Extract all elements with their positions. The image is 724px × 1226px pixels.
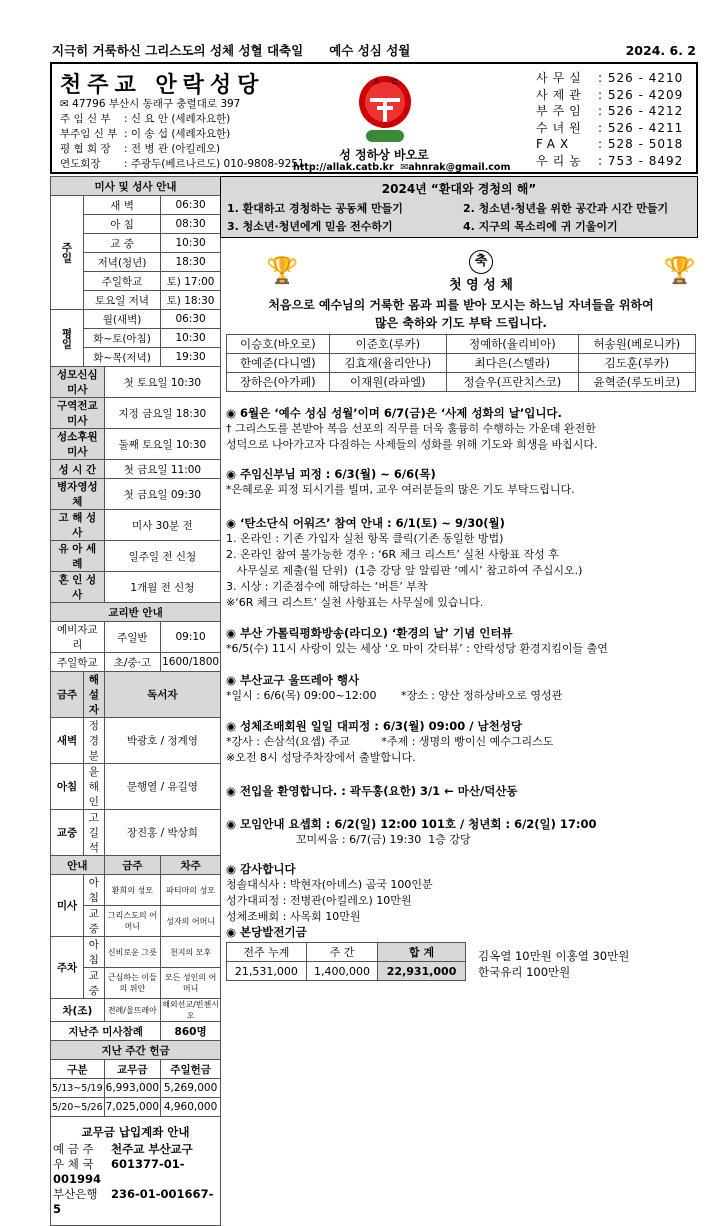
svg-text:Ω: Ω <box>392 78 398 86</box>
table-cell: 주일학교 <box>51 653 105 672</box>
contact-number: : 526 - 4212 <box>598 104 684 118</box>
contact-number: : 526 - 4210 <box>598 71 684 85</box>
table-cell: 신비로운 그릇 <box>104 937 160 968</box>
contact-label: FAX <box>536 137 574 151</box>
communicant-name: 최다은(스텔라) <box>446 354 578 373</box>
contact-label: 우리농 <box>536 153 586 168</box>
communicant-name: 이준호(루카) <box>329 335 446 354</box>
table-row <box>51 810 221 856</box>
table-cell: 혼 인 성 사 <box>51 572 105 603</box>
account-row <box>53 1187 218 1217</box>
table-cell: 둘째 토요일 10:30 <box>104 429 220 460</box>
left-column <box>50 176 220 1226</box>
notice-title: ◉ 성체조배회원 일일 대피정 : 6/3(월) 09:00 / 남천성당 <box>226 719 522 733</box>
donor-line: 한국유리 100만원 <box>478 965 571 979</box>
top-header <box>52 36 696 64</box>
table-cell: 장진홍 / 박상희 <box>104 810 220 856</box>
table-cell: 교 중 <box>84 234 161 253</box>
table-cell: 그리스도의 어머니 <box>104 906 160 937</box>
sunday-label: 주일 <box>51 196 84 310</box>
notice-title: ◉ 감사합니다 <box>226 862 296 876</box>
account-label: 예 금 주 <box>53 1142 94 1156</box>
theme-title: 2024년 “환대와 경청의 해” <box>381 182 537 196</box>
table-cell: 860명 <box>161 1022 221 1041</box>
notice <box>226 466 696 498</box>
table-row <box>51 1079 221 1098</box>
staff-role: 연도회장 <box>60 158 101 170</box>
contact-number: : 753 - 8492 <box>598 153 684 168</box>
table-cell: 미사 <box>51 875 84 937</box>
notice-line: *6/5(수) 11시 사랑이 있는 세상 ‘오 마이 갓터뷰’ : 안락성당 환경지킴이들 출연 <box>226 642 608 655</box>
contact-row <box>536 70 683 87</box>
table-cell: 화~목(저녁) <box>84 348 161 367</box>
table-cell: 금주 <box>51 672 84 718</box>
staff-row <box>60 127 305 142</box>
table-cell: 08:30 <box>161 215 221 234</box>
table-row <box>51 999 221 1022</box>
table-cell: 새 벽 <box>84 196 161 215</box>
table-cell: 첫 금요일 11:00 <box>104 460 220 479</box>
table-cell: 해설자 <box>84 672 105 718</box>
contact-label: 부주임 <box>536 104 586 118</box>
fund-head: 합 계 <box>378 943 466 962</box>
table-cell: 첫 금요일 09:30 <box>104 479 220 510</box>
communicant-name: 이재원(라파엘) <box>329 373 446 392</box>
table-cell: 해외선교/빈첸시오 <box>162 1000 219 1020</box>
communicant-name: 허송원(베로니카) <box>578 335 695 354</box>
table-row <box>51 622 221 653</box>
table-cell: 주일학교 <box>84 272 161 291</box>
table-cell: 교중 <box>84 968 105 999</box>
table-row <box>51 429 221 460</box>
notice <box>226 718 696 766</box>
notice-title: ◉ 전입을 환영합니다. : 곽두홍(요한) 3/1 ← 마산/덕산동 <box>226 784 518 798</box>
table-cell: 아침 <box>51 764 84 810</box>
table-cell: 교무금 <box>104 1060 160 1079</box>
table-cell: 정경분 <box>84 718 105 764</box>
table-row <box>51 764 221 810</box>
table-cell: 환희의 성모 <box>104 875 160 906</box>
table-cell: 미사 30분 전 <box>104 510 220 541</box>
table-cell: 예비자교리 <box>51 622 105 653</box>
contact-row <box>536 87 683 104</box>
table-row <box>227 373 696 392</box>
communicant-names <box>226 334 696 392</box>
table-cell: 안내 <box>51 856 105 875</box>
table-cell: 5/20~5/26 <box>51 1098 105 1117</box>
parish-logo <box>350 70 420 148</box>
staff-name: : 전 병 관 (아킬레오) <box>124 143 221 155</box>
table-cell: 5/13~5/19 <box>51 1079 105 1098</box>
account-value: 601377-01-001994 <box>53 1157 185 1186</box>
table-row <box>51 1041 221 1060</box>
homepage-link[interactable]: http://allak.catb.kr <box>293 162 394 173</box>
table-row <box>51 541 221 572</box>
fund-value: 21,531,000 <box>227 962 307 981</box>
table-row <box>51 718 221 764</box>
contact-list <box>536 70 683 169</box>
fund-head: 주 간 <box>306 943 377 962</box>
congrats-badge: 축 <box>469 250 493 274</box>
notice-line: 청솔대식사 : 박현자(아녜스) 곰국 100인분 <box>226 878 433 891</box>
account-row <box>53 1157 218 1187</box>
notice <box>226 405 696 453</box>
communicant-name: 한예준(다니엘) <box>227 354 330 373</box>
communion-title: 첫 영 성 체 <box>449 277 513 293</box>
table-cell: 7,025,000 <box>104 1098 160 1117</box>
fund-value: 22,931,000 <box>378 962 466 981</box>
table-cell: 아침 <box>84 937 105 968</box>
table-cell: 차(조) <box>51 999 105 1022</box>
table-row <box>51 875 221 906</box>
table-cell: 1600/1800 <box>161 653 221 672</box>
contact-label: 사제관 <box>536 87 586 102</box>
table-row <box>51 937 221 968</box>
communicant-name: 윤혁준(루도비코) <box>578 373 695 392</box>
notice-line: ※‘6R 체크 리스트’ 실천 사항표는 사무실에 있습니다. <box>226 596 484 609</box>
table-cell: 파티마의 성모 <box>161 875 221 906</box>
table-cell: 5,269,000 <box>161 1079 221 1098</box>
address: ✉ 47796 부산시 동래구 충렬대로 397 <box>60 98 241 110</box>
table-cell: 4,960,000 <box>161 1098 221 1117</box>
table-row <box>51 672 221 718</box>
theme-item: 1. 환대하고 경청하는 공동체 만들기 <box>227 202 403 215</box>
table-cell: 지난주 미사참례 <box>51 1022 161 1041</box>
notice-line: *강사 : 손삼석(요셉) 주교 *주제 : 생명의 빵이신 예수그리스도 <box>226 735 554 748</box>
communicant-name: 이승호(바오로) <box>227 335 330 354</box>
fund-head: 전주 누계 <box>227 943 307 962</box>
notice-line: *은혜로운 피정 되시기를 빌며, 교우 여러분들의 많은 기도 부탁드립니다. <box>226 483 575 496</box>
table-row <box>51 310 221 329</box>
table-row <box>51 196 221 215</box>
table-cell: 09:10 <box>161 622 221 653</box>
communion-text-1: 처음으로 예수님의 거룩한 몸과 피를 받아 모시는 하느님 자녀들을 위하여 <box>268 298 654 312</box>
account-label: 부산은행 <box>53 1187 98 1201</box>
table-cell: 10:30 <box>161 234 221 253</box>
weekday-label: 평일 <box>51 310 84 367</box>
account-value: 236-01-001667-5 <box>53 1187 214 1216</box>
notice-line: 성체조배회 : 사목회 10만원 <box>226 910 361 923</box>
table-row <box>227 943 466 962</box>
notice-line: 성덕으로 나아가고자 다짐하는 사제들의 성화를 위해 기도와 희생을 바칩시다. <box>226 438 598 451</box>
staff-name: : 주광두(베르나르도) 010-9808-9251 <box>124 158 305 170</box>
contact-label: 수녀원 <box>536 120 586 135</box>
fund-section <box>226 924 696 981</box>
contact-number: : 528 - 5018 <box>598 137 684 151</box>
table-cell: 고 해 성 사 <box>51 510 105 541</box>
issue-date: 2024. 6. 2 <box>625 42 696 58</box>
contact-label: 사무실 <box>536 71 586 85</box>
table-row <box>51 460 221 479</box>
table-cell: 차주 <box>161 856 221 875</box>
table-cell: 교중 <box>51 810 84 856</box>
staff-row <box>60 142 305 157</box>
notice-line: 꼬미씨움 : 6/7(금) 19:30 1층 강당 <box>226 833 471 846</box>
communicant-name: 장하은(아가페) <box>227 373 330 392</box>
table-cell: 아침 <box>84 875 105 906</box>
fund-title: ◉ 본당발전기금 <box>226 925 307 939</box>
table-cell: 10:30 <box>161 329 221 348</box>
notice-line: ※오전 8시 성당주차장에서 출발합니다. <box>226 751 416 764</box>
table-cell: 병자영성체 <box>51 479 105 510</box>
notice-line: 1. 온라인 : 기존 가입자 실천 항목 클릭(기존 동일한 방법) <box>226 532 504 545</box>
notice <box>226 816 696 848</box>
table-cell: 토) 18:30 <box>161 291 221 310</box>
table-row <box>51 603 221 622</box>
table-cell: 구역전교미사 <box>51 398 105 429</box>
table-cell: 문행열 / 유길영 <box>104 764 220 810</box>
staff-row <box>60 157 305 172</box>
table-row <box>227 354 696 373</box>
mass-title: 미사 및 성사 안내 <box>51 177 221 196</box>
notice-line: *일시 : 6/6(목) 09:00~12:00 *장소 : 양산 정하상바오로 영성관 <box>226 689 563 702</box>
table-cell: 주차 <box>51 937 84 999</box>
communicant-name: 정예하(율리비아) <box>446 335 578 354</box>
mass-table <box>50 176 221 1226</box>
staff-role: 부주임 신 부 <box>60 128 118 140</box>
notice-title: ◉ 주임신부님 피정 : 6/3(월) ~ 6/6(목) <box>226 467 436 481</box>
table-cell: 6,993,000 <box>104 1079 160 1098</box>
notice <box>226 672 696 704</box>
table-cell: 성 시 간 <box>51 460 105 479</box>
account-title: 교무금 납입계좌 안내 <box>81 1125 190 1139</box>
parish-name: 천주교 안락성당 <box>60 73 265 98</box>
table-cell: 박광호 / 정계영 <box>104 718 220 764</box>
contact-row <box>536 103 683 120</box>
table-row <box>227 335 696 354</box>
center-name: 성 정하상 바오로 <box>339 148 429 162</box>
notice-title: ◉ ‘탄소단식 어워즈’ 참여 안내 : 6/1(토) ~ 9/30(월) <box>226 516 505 530</box>
communion-text <box>226 296 696 332</box>
table-cell: 구분 <box>51 1060 105 1079</box>
notice <box>226 515 696 611</box>
table-row <box>51 572 221 603</box>
fund-table <box>226 942 466 981</box>
table-cell: 토) 17:00 <box>161 272 221 291</box>
table-cell: 모든 성인의 어머니 <box>161 968 221 999</box>
notice-title: ◉ 부산 가톨릭평화방송(라디오) ‘환경의 날’ 기념 인터뷰 <box>226 626 513 640</box>
communion-section <box>266 250 696 292</box>
table-cell: 06:30 <box>161 310 221 329</box>
staff-row <box>60 112 305 127</box>
table-row <box>51 177 221 196</box>
feast-title: 지극히 거룩하신 그리스도의 성체 성혈 대축일 <box>52 43 304 58</box>
notice <box>226 783 696 799</box>
staff-name: : 신 요 안 (세례자요한) <box>124 113 231 125</box>
donor-line: 김옥열 10만원 이홍열 30만원 <box>478 949 630 963</box>
svg-text:A: A <box>374 78 379 86</box>
account-label: 우 체 국 <box>53 1157 94 1171</box>
table-row <box>51 510 221 541</box>
notice-line: 성가대피정 : 전병관(아킬레오) 10만원 <box>226 894 412 907</box>
table-cell: 월(새벽) <box>84 310 161 329</box>
notice <box>226 625 696 657</box>
table-cell: 첫 토요일 10:30 <box>104 367 220 398</box>
table-row <box>51 367 221 398</box>
table-cell: 19:30 <box>161 348 221 367</box>
account-row <box>53 1142 218 1157</box>
table-cell: 금주 <box>104 856 160 875</box>
contact-number: : 526 - 4209 <box>598 87 684 102</box>
chalice-icon: 🏆 <box>663 256 696 286</box>
fund-value: 1,400,000 <box>306 962 377 981</box>
school-title: 교리반 안내 <box>51 603 221 622</box>
table-cell: 06:30 <box>161 196 221 215</box>
table-cell: 교중 <box>84 906 105 937</box>
table-cell: 성소후원미사 <box>51 429 105 460</box>
table-cell: 유 아 세 례 <box>51 541 105 572</box>
notice-title: ◉ 6월은 ‘예수 성심 성월’이며 6/7(금)은 ‘사제 성화의 날’입니다. <box>226 406 562 420</box>
table-row <box>51 398 221 429</box>
contact-row <box>536 153 683 170</box>
table-cell: 지난 주간 헌금 <box>51 1041 221 1060</box>
table-cell: 18:30 <box>161 253 221 272</box>
theme-item: 2. 청소년·청년을 위한 공간과 시간 만들기 <box>463 202 669 215</box>
table-row <box>51 1098 221 1117</box>
table-cell: 지정 금요일 18:30 <box>104 398 220 429</box>
table-cell: 주일반 <box>104 622 160 653</box>
table-cell: 화~토(아침) <box>84 329 161 348</box>
table-cell: 주일헌금 <box>161 1060 221 1079</box>
notice <box>226 861 696 925</box>
table-cell: 저녁(청년) <box>84 253 161 272</box>
communion-text-2: 많은 축하와 기도 부탁 드립니다. <box>375 316 547 330</box>
table-cell: 새벽 <box>51 718 84 764</box>
table-row <box>51 1117 221 1226</box>
table-cell: 일주일 전 신청 <box>104 541 220 572</box>
table-cell: 토요일 저녁 <box>84 291 161 310</box>
table-cell: 윤해인 <box>84 764 105 810</box>
table-row <box>227 962 466 981</box>
theme-item: 3. 청소년·청년에게 믿음 전수하기 <box>227 220 393 233</box>
notice-title: ◉ 모임안내 요셉회 : 6/2(일) 12:00 101호 / 청년회 : 6/2(일) 17:00 <box>226 817 597 831</box>
contact-number: : 526 - 4211 <box>598 120 684 135</box>
table-row <box>51 1060 221 1079</box>
staff-name: : 이 송 섭 (세례자요한) <box>124 128 231 140</box>
table-cell: 성자의 어머니 <box>161 906 221 937</box>
table-row <box>51 1022 221 1041</box>
table-row <box>51 653 221 672</box>
chalice-icon: 🏆 <box>266 256 299 286</box>
table-cell: 1개월 전 신청 <box>104 572 220 603</box>
year-theme <box>220 176 698 238</box>
communicant-name: 김효재(율리안나) <box>329 354 446 373</box>
staff-role: 평 협 회 장 <box>60 143 111 155</box>
table-cell: 독서자 <box>104 672 220 718</box>
table-cell: 성모신심미사 <box>51 367 105 398</box>
table-cell: 고길석 <box>84 810 105 856</box>
table-cell: 초/중·고 <box>104 653 160 672</box>
notice-line: 3. 시상 : 기준점수에 해당하는 ‘버튼’ 부착 <box>226 580 428 593</box>
notice-line: 2. 온라인 참여 불가능한 경우 : ‘6R 체크 리스트’ 실천 사항표 작성 후 <box>226 548 559 561</box>
table-cell: 근심하는 이들의 위안 <box>104 968 160 999</box>
staff-role: 주 임 신 부 <box>60 113 111 125</box>
table-row <box>51 856 221 875</box>
table-cell: 아 침 <box>84 215 161 234</box>
email-link[interactable]: ahnrak@gmail.com <box>408 162 511 173</box>
table-row <box>51 479 221 510</box>
notice-line: 사무실로 제출(월 단위) (1층 강당 앞 알림판 ‘예시’ 참고하여 주십시오.) <box>226 564 583 577</box>
notice-line: † 그리스도를 본받아 복음 선포의 직무를 더욱 훌륭히 수행하는 가운데 완전한 <box>226 422 596 435</box>
communicant-name: 김도훈(루카) <box>578 354 695 373</box>
theme-item: 4. 지구의 목소리에 귀 기울이기 <box>463 220 618 233</box>
month-title: 예수 성심 성월 <box>329 43 411 58</box>
communicant-name: 정슬우(프란치스코) <box>446 373 578 392</box>
contact-row <box>536 136 683 153</box>
urls: http://allak.catb.kr ✉ahnrak@gmail.com <box>293 162 511 173</box>
table-cell: 전례/울뜨레아 <box>104 999 160 1022</box>
table-cell: 천지의 모후 <box>161 937 221 968</box>
account-box <box>51 1117 221 1226</box>
account-value: 천주교 부산교구 <box>111 1142 193 1156</box>
right-column <box>220 176 698 238</box>
staff-list <box>60 97 305 172</box>
notice-title: ◉ 부산교구 울뜨레아 행사 <box>226 673 360 687</box>
contact-row <box>536 120 683 137</box>
